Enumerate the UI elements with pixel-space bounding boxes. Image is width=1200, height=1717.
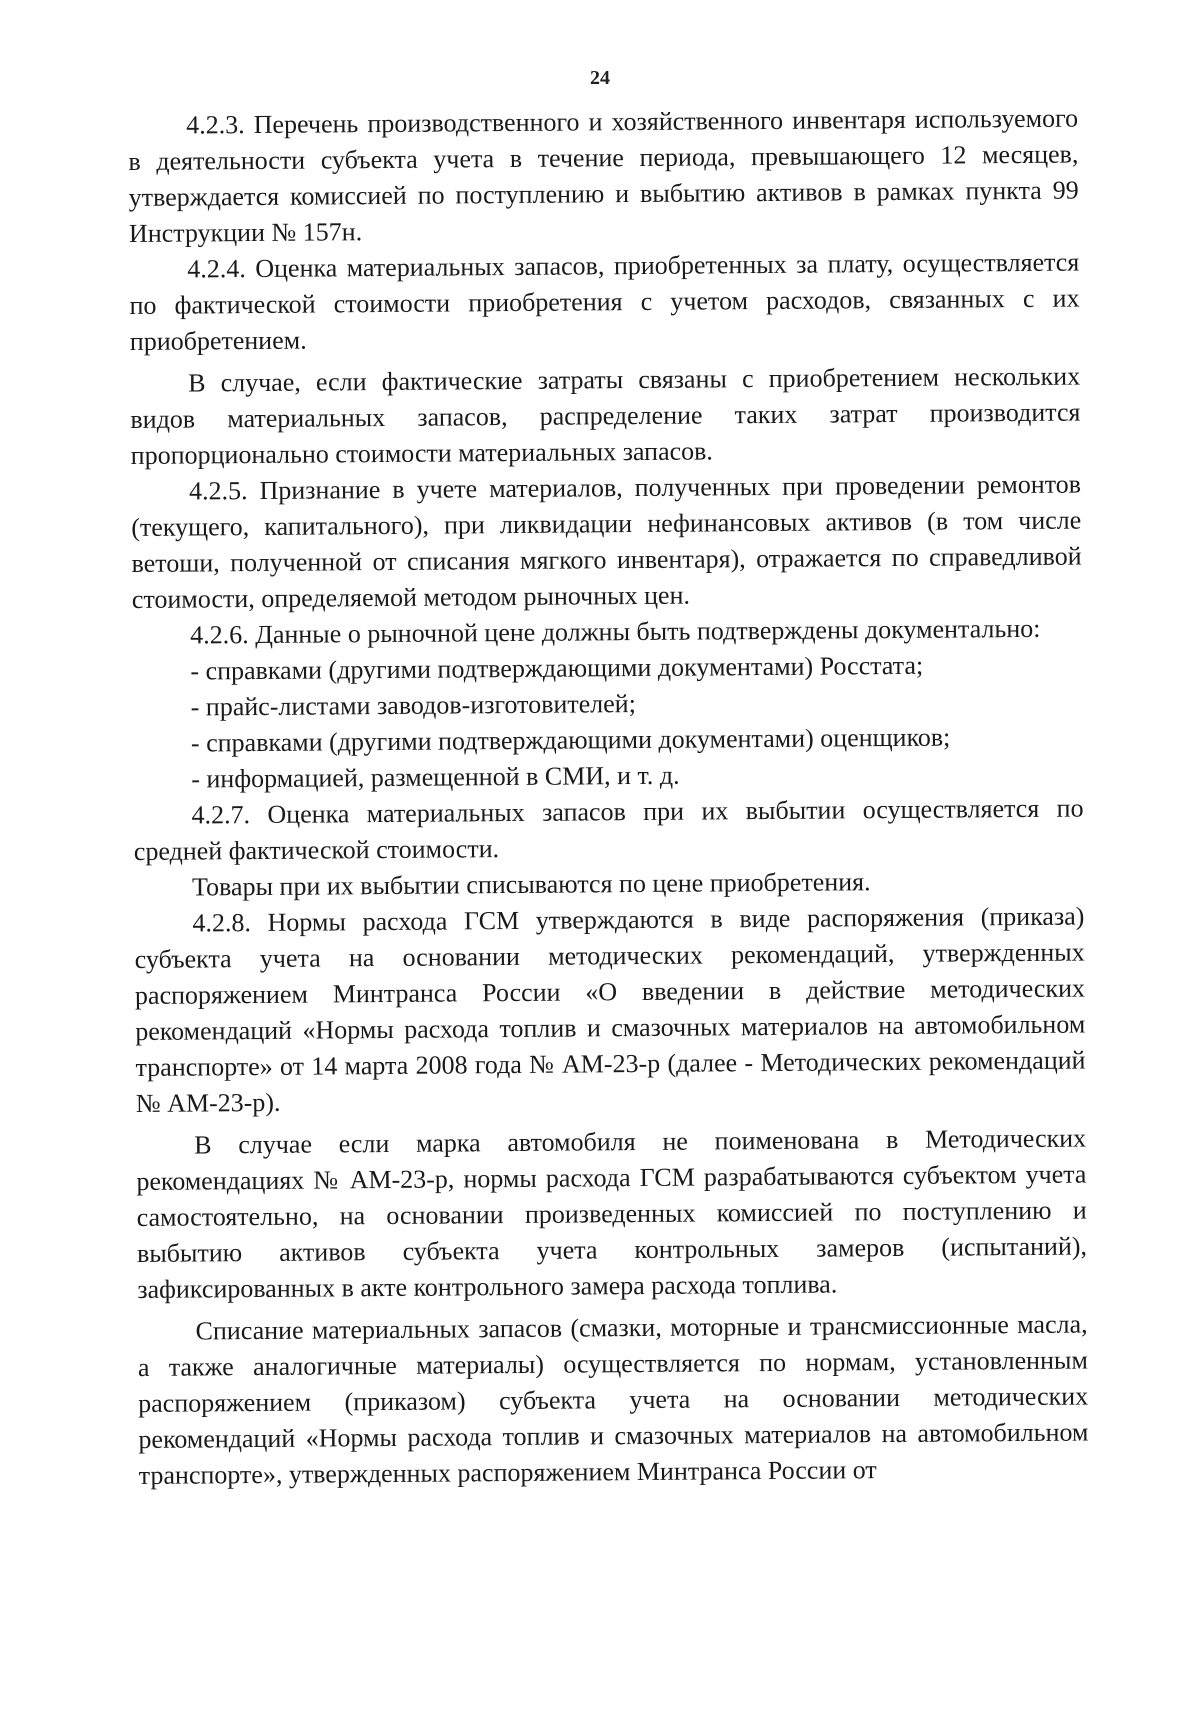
paragraph-4-2-7-goods: Товары при их выбытии списываются по цене приобретения. [192, 867, 871, 902]
paragraph-4-2-4-continuation: В случае, если фактические затраты связаны с приобретением нескольких видов материальных запасов, распределение таких затрат производится пропорционально стоимости материальных запасов. [130, 361, 1081, 470]
paragraph-4-2-8: 4.2.8. Нормы расхода ГСМ утверждаются в виде распоряжения (приказа) субъекта учета на основании методических рекомендаций, утвержденных распоряжением Минтранса России «О введении в действие методических рекомендаций «Нормы расхода топлив и смазочных материалов на автомобильном транспорте» от 14 марта 2008 года № АМ-23-р (далее - Методических рекомендаций № АМ-23-р). [134, 901, 1086, 1118]
paragraph-4-2-6: 4.2.6. Данные о рыночной цене должны быть подтверждены документально: [190, 613, 1041, 650]
paragraph-4-2-8-write-off: Списание материальных запасов (смазки, моторные и трансмиссионные масла, а также аналогичные материалы) осуществляется по нормам, установленным распоряжением (приказом) субъекта учета на основании методических рекомендаций «Нормы расхода топлив и смазочных материалов на автомобильном транспорте», утвержденных распоряжением Минтранса России от [137, 1309, 1089, 1490]
page-number: 24 [590, 67, 610, 89]
list-item-media: - информацией, размещенной в СМИ, и т. д. [191, 760, 680, 794]
paragraph-4-2-4: 4.2.4. Оценка материальных запасов, приобретенных за плату, осуществляется по фактической стоимости приобретения с учетом расходов, связанных с их приобретением. [129, 247, 1080, 356]
paragraph-4-2-3: 4.2.3. Перечень производственного и хозяйственного инвентаря используемого в деятельности субъекта учета в течение периода, превышающего 12 месяцев, утверждается комиссией по поступлению и выбытию активов в рамках пункта 99 Инструкции № 157н. [128, 103, 1079, 248]
paragraph-4-2-8-unlisted-vehicle: В случае если марка автомобиля не поименована в Методических рекомендациях № АМ-23-р, нормы расхода ГСМ разрабатываются субъектом учета самостоятельно, на основании произведенных комиссией по поступлению и выбытию активов субъекта учета контрольных замеров (испытаний), зафиксированных в акте контрольного замера расхода топлива. [136, 1123, 1088, 1304]
paragraph-4-2-5: 4.2.5. Признание в учете материалов, полученных при проведении ремонтов (текущего, капитального), при ликвидации нефинансовых активов (в том числе ветоши, полученной от списания мягкого инвентаря), отражается по справедливой стоимости, определяемой методом рыночных цен. [131, 469, 1082, 614]
list-item-appraisers: - справками (другими подтверждающими документами) оценщиков; [190, 722, 951, 758]
paragraph-4-2-7: 4.2.7. Оценка материальных запасов при их выбытии осуществляется по средней фактической стоимости. [133, 793, 1084, 866]
list-item-price-lists: - прайс-листами заводов-изготовителей; [190, 689, 636, 722]
list-item-rosstat: - справками (другими подтверждающими документами) Росстата; [190, 650, 924, 686]
document-body [128, 101, 1089, 1494]
